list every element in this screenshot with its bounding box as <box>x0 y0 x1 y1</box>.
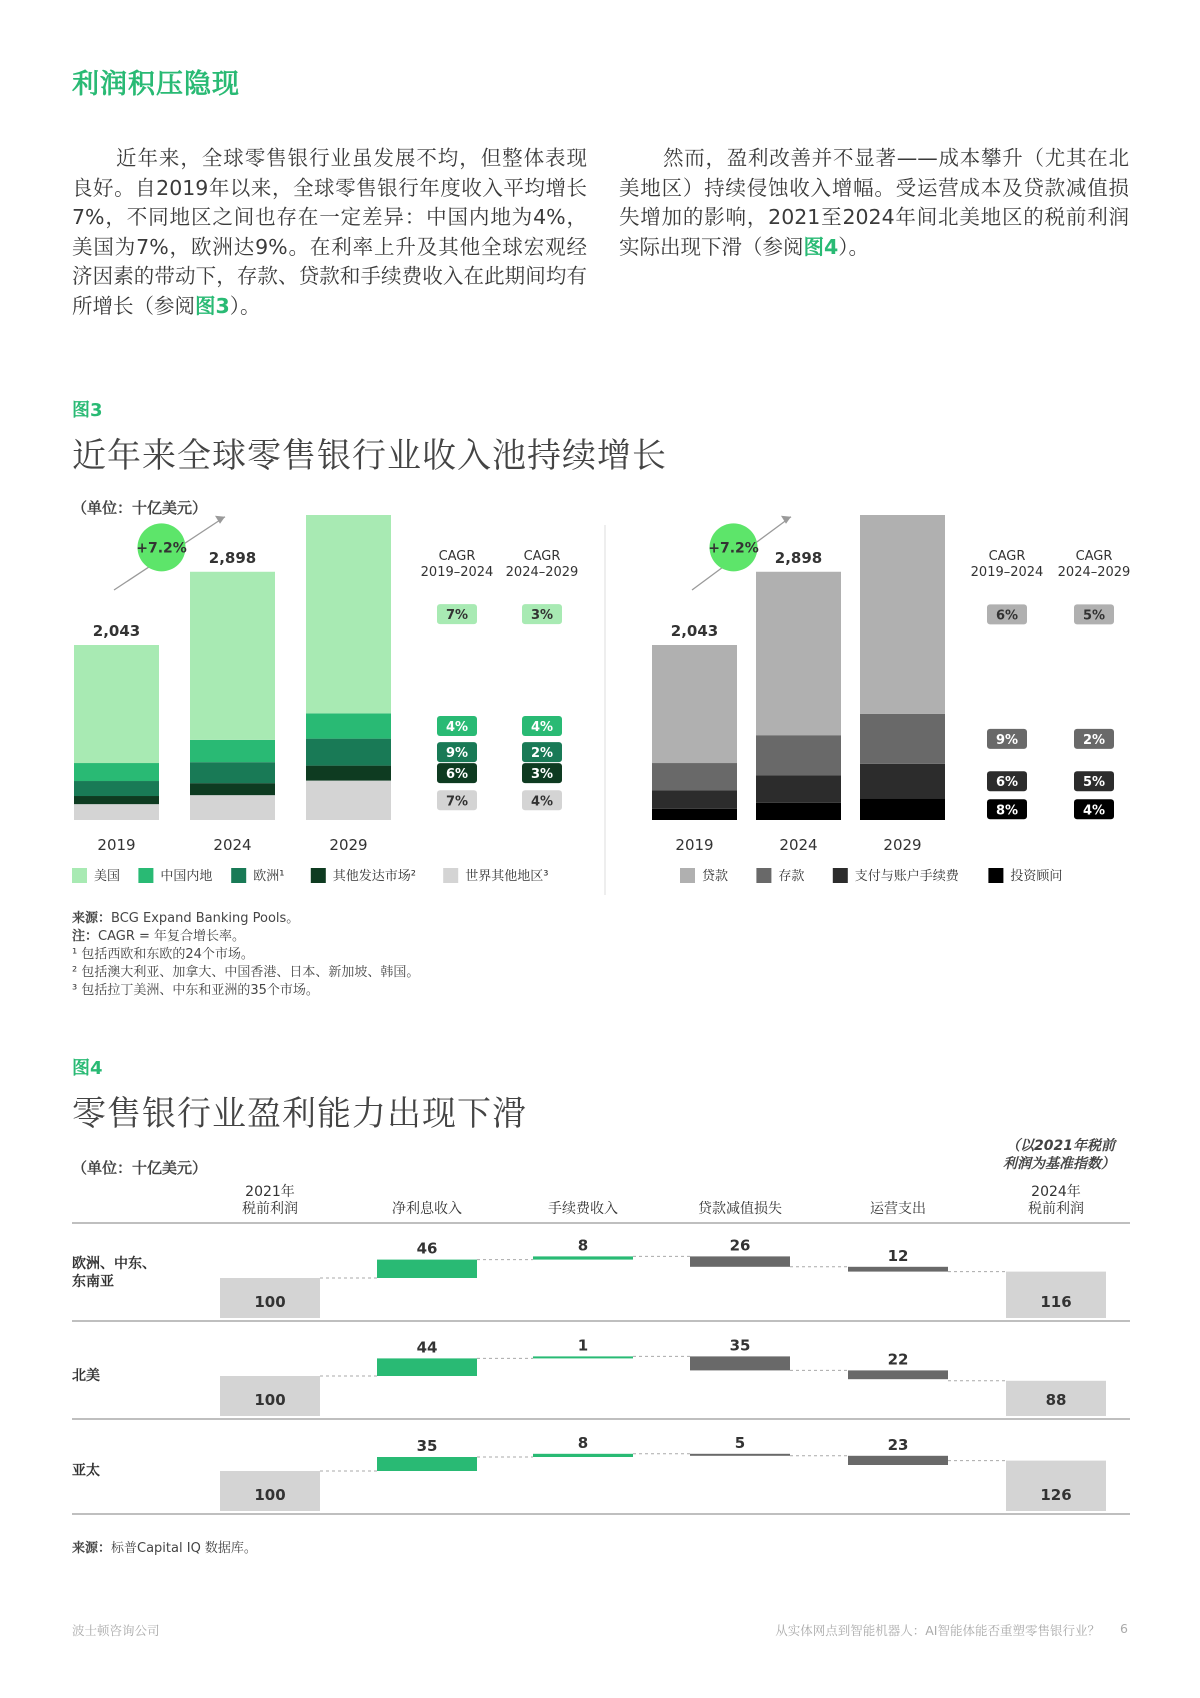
right-legend-item: 投资顾问 <box>1010 869 1063 884</box>
left-cagr-value: 9% <box>445 746 469 762</box>
intro-paragraph-right: 然而，盈利改善并不显著——成本攀升（尤其在北美地区）持续侵蚀收入增幅。受运营成本及贷款减值损失增加的影响，2021至2024年间北美地区的税前利润实际出现下滑（参阅图4）。 <box>619 146 1129 259</box>
right-legend-item: 贷款 <box>702 869 729 884</box>
right-bar-segment <box>652 790 737 808</box>
waterfall-value: 8 <box>577 1236 589 1255</box>
right-total-label: 2,043 <box>670 622 719 640</box>
left-legend-item: 欧洲¹ <box>253 869 285 884</box>
left-legend-item: 美国 <box>94 869 121 884</box>
left-bar-segment <box>190 783 275 795</box>
right-cagr-header: 2024–2029 <box>1057 565 1131 580</box>
column-header: 手续费收入 <box>548 1201 618 1217</box>
right-legend-swatch <box>988 868 1003 883</box>
section-title: 利润积压隐现 <box>72 69 240 100</box>
right-bar-segment <box>860 764 945 799</box>
left-legend-item: 其他发达市场² <box>332 869 417 884</box>
waterfall-bar <box>690 1454 790 1456</box>
left-bar-segment <box>306 766 391 781</box>
right-bar-segment <box>652 809 737 820</box>
waterfall-value: 35 <box>416 1437 438 1455</box>
right-bar-segment <box>756 572 841 735</box>
left-category-label: 2019 <box>97 836 136 854</box>
right-cagr-value: 5% <box>1082 608 1106 624</box>
right-bar-segment <box>756 735 841 775</box>
column-header: 净利息收入 <box>392 1201 462 1217</box>
right-cagr-header: 2019–2024 <box>970 565 1044 580</box>
left-bar-segment <box>74 804 159 820</box>
right-total-label: 2,898 <box>774 548 823 567</box>
left-legend-swatch <box>311 868 326 883</box>
figure-3-title: 近年来全球零售银行业收入池持续增长 <box>72 436 667 476</box>
right-cagr-header: CAGR <box>988 549 1026 564</box>
waterfall-value: 88 <box>1045 1391 1067 1409</box>
figure-4-unit: （单位：十亿美元） <box>72 1159 208 1177</box>
right-growth-label: +7.2% <box>708 540 759 557</box>
waterfall-value: 46 <box>416 1239 438 1258</box>
waterfall-bar <box>690 1356 790 1370</box>
left-legend-swatch <box>72 868 87 883</box>
waterfall-bar <box>533 1454 633 1457</box>
left-bar-segment <box>306 713 391 738</box>
column-header: 税前利润 <box>1028 1201 1084 1217</box>
region-label: 东南亚 <box>72 1274 114 1290</box>
right-category-label: 2024 <box>779 836 818 854</box>
right-bar-segment <box>756 775 841 802</box>
left-cagr-value: 3% <box>530 767 554 783</box>
right-cagr-header: CAGR <box>1075 549 1113 564</box>
left-bar-segment <box>306 515 391 713</box>
left-total-label: 2,898 <box>208 548 257 567</box>
right-cagr-value: 6% <box>995 775 1019 791</box>
left-cagr-header: 2024–2029 <box>505 565 579 580</box>
figure-3-label: 图3 <box>72 400 103 421</box>
waterfall-bar <box>377 1358 477 1376</box>
left-bar-segment <box>306 739 391 766</box>
left-bar-segment <box>190 740 275 762</box>
right-cagr-value: 2% <box>1082 732 1106 748</box>
left-cagr-header: 2019–2024 <box>420 565 494 580</box>
right-category-label: 2029 <box>883 836 922 854</box>
left-bar-segment <box>190 795 275 820</box>
left-cagr-value: 4% <box>530 719 554 735</box>
waterfall-bar <box>377 1457 477 1471</box>
left-cagr-value: 3% <box>530 608 554 624</box>
waterfall-value: 35 <box>729 1336 751 1355</box>
left-bar-segment <box>190 572 275 740</box>
left-cagr-header: CAGR <box>523 549 561 564</box>
left-category-label: 2024 <box>213 836 252 854</box>
left-bar-segment <box>74 645 159 763</box>
figure-4-label: 图4 <box>72 1058 103 1079</box>
footer-company: 波士顿咨询公司 <box>72 1623 160 1638</box>
waterfall-value: 26 <box>729 1236 751 1255</box>
left-legend-item: 中国内地 <box>160 869 213 884</box>
source-note: BCG Expand Banking Pools。 <box>111 911 300 926</box>
right-cagr-value: 8% <box>995 803 1019 819</box>
index-note: （以2021年税前 <box>1006 1138 1115 1154</box>
waterfall-value: 5 <box>734 1433 746 1452</box>
left-cagr-value: 7% <box>445 608 469 624</box>
waterfall-bar <box>848 1267 948 1272</box>
right-cagr-value: 5% <box>1082 775 1106 791</box>
left-cagr-value: 2% <box>530 746 554 762</box>
left-legend-item: 世界其他地区³ <box>465 869 549 884</box>
left-cagr-value: 6% <box>445 767 469 783</box>
right-cagr-value: 9% <box>995 732 1019 748</box>
waterfall-bar <box>533 1356 633 1358</box>
left-legend-swatch <box>231 868 246 883</box>
waterfall-bar <box>533 1256 633 1259</box>
waterfall-value: 100 <box>254 1391 286 1409</box>
waterfall-bar <box>848 1456 948 1465</box>
intro-paragraph-left: 近年来，全球零售银行业虽发展不均，但整体表现良好。自2019年以来，全球零售银行年度收入平均增长7%，不同地区之间也存在一定差异：中国内地为4%，美国为7%，欧洲达9%。在利率上升及其他全球宏观经济因素的带动下，存款、贷款和手续费收入在此期间均有所增长（参阅图3）。 <box>72 146 587 318</box>
right-bar-segment <box>860 799 945 820</box>
right-bar-segment <box>860 714 945 764</box>
region-label: 亚太 <box>72 1463 100 1479</box>
left-cagr-value: 4% <box>445 719 469 735</box>
right-legend-item: 存款 <box>778 869 805 884</box>
column-header: 贷款减值损失 <box>698 1201 782 1217</box>
cagr-note: CAGR = 年复合增长率。 <box>98 929 246 944</box>
waterfall-value: 23 <box>887 1435 909 1454</box>
left-total-label: 2,043 <box>92 622 141 640</box>
left-bar-segment <box>74 763 159 781</box>
figure-4-chart <box>0 1130 1200 1515</box>
left-bar-segment <box>306 781 391 820</box>
waterfall-value: 8 <box>577 1433 589 1452</box>
figure-3-chart <box>0 515 1200 895</box>
waterfall-value: 44 <box>416 1338 438 1357</box>
column-header: 税前利润 <box>242 1201 298 1217</box>
left-category-label: 2029 <box>329 836 368 854</box>
right-bar-segment <box>860 515 945 714</box>
waterfall-value: 1 <box>577 1336 589 1355</box>
left-bar-segment <box>74 796 159 804</box>
right-category-label: 2019 <box>675 836 714 854</box>
left-cagr-value: 4% <box>530 794 554 810</box>
waterfall-bar <box>848 1370 948 1379</box>
left-growth-label: +7.2% <box>136 540 187 557</box>
left-legend-swatch <box>138 868 153 883</box>
left-legend-swatch <box>443 868 458 883</box>
right-legend-item: 支付与账户手续费 <box>854 869 959 884</box>
waterfall-value: 126 <box>1040 1486 1072 1504</box>
figure-ref-link[interactable]: 图4 <box>803 234 839 259</box>
footnote-1: ¹ 包括西欧和东欧的24个市场。 <box>72 947 254 962</box>
figure-4-title: 零售银行业盈利能力出现下滑 <box>72 1094 527 1134</box>
right-legend-swatch <box>680 868 695 883</box>
left-cagr-value: 7% <box>445 794 469 810</box>
figure-3-unit: （单位：十亿美元） <box>72 499 208 517</box>
right-legend-swatch <box>756 868 771 883</box>
right-bar-segment <box>652 763 737 790</box>
waterfall-value: 116 <box>1040 1293 1072 1311</box>
waterfall-bar <box>377 1260 477 1278</box>
left-bar-segment <box>190 762 275 783</box>
waterfall-bar <box>690 1256 790 1266</box>
right-legend-swatch <box>833 868 848 883</box>
footnote-2: ² 包括澳大利亚、加拿大、中国香港、日本、新加坡、韩国。 <box>72 965 420 980</box>
waterfall-value: 12 <box>887 1246 909 1265</box>
footnote-3: ³ 包括拉丁美洲、中东和亚洲的35个市场。 <box>72 983 319 998</box>
column-header: 运营支出 <box>870 1201 926 1217</box>
region-label: 欧洲、中东、 <box>72 1256 156 1272</box>
figure-4-source: 来源：标普Capital IQ 数据库。 <box>72 1541 257 1556</box>
left-cagr-header: CAGR <box>438 549 476 564</box>
region-label: 北美 <box>72 1368 100 1384</box>
left-bar-segment <box>74 781 159 796</box>
right-cagr-value: 6% <box>995 608 1019 624</box>
right-bar-segment <box>652 645 737 763</box>
right-bar-segment <box>756 803 841 820</box>
page-number: 6 <box>1120 1621 1128 1636</box>
footer-report-title: 从实体网点到智能机器人：AI智能体能否重塑零售银行业？ <box>775 1623 1100 1638</box>
column-header: 2021年 <box>245 1184 295 1200</box>
figure-3-notes: 来源：BCG Expand Banking Pools。 注：CAGR = 年复合增长率。 ¹ 包括西欧和东欧的24个市场。 ² 包括澳大利亚、加拿大、中国香港、日本、新加坡、韩国。 ³ 包括拉丁美洲、中东和亚洲的35个市场。 <box>72 910 972 1000</box>
waterfall-value: 22 <box>887 1350 909 1369</box>
column-header: 2024年 <box>1031 1184 1081 1200</box>
figure-ref-link[interactable]: 图3 <box>195 293 230 318</box>
index-note: 利润为基准指数） <box>1003 1156 1115 1172</box>
waterfall-value: 100 <box>254 1486 286 1504</box>
waterfall-value: 100 <box>254 1293 286 1311</box>
right-cagr-value: 4% <box>1082 803 1106 819</box>
